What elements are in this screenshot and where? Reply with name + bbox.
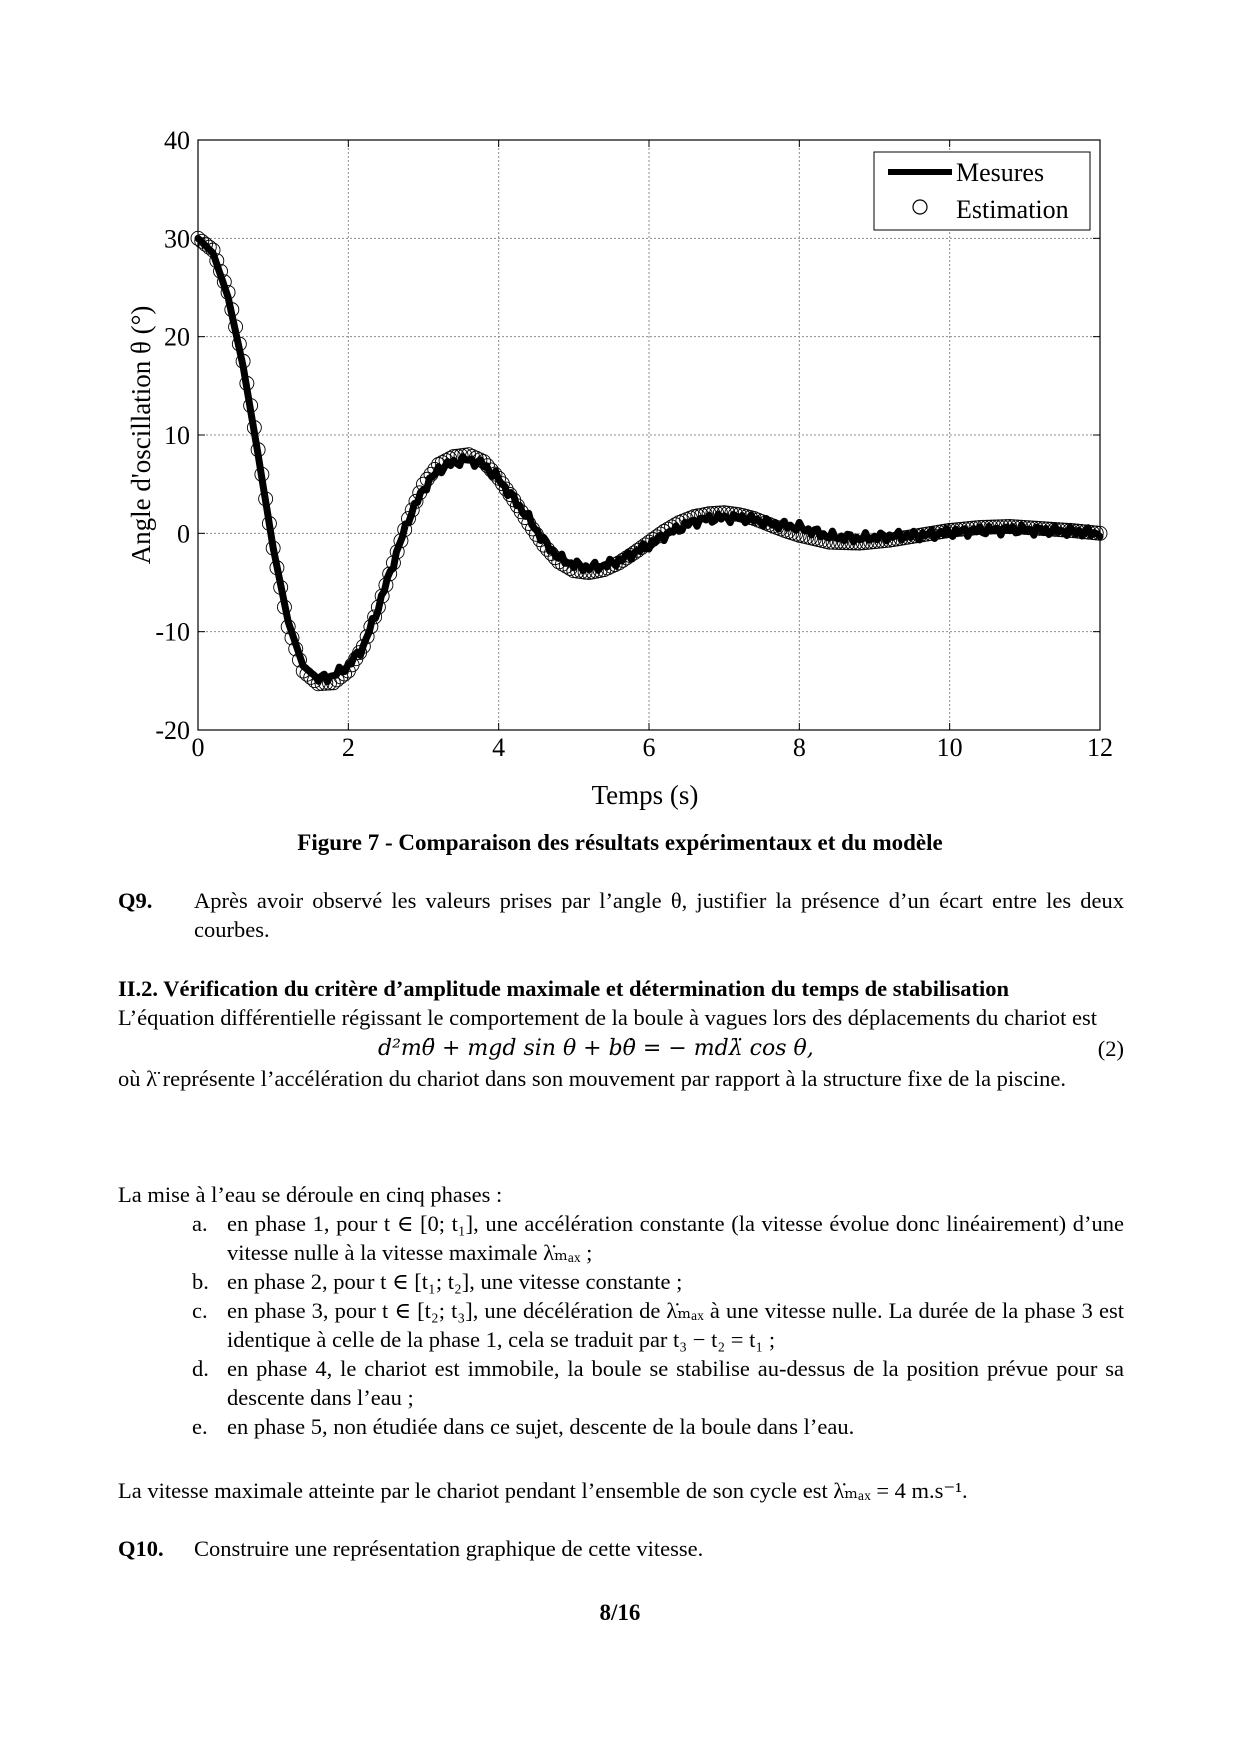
question-text: Après avoir observé les valeurs prises par l’angle θ, justifier la présence d’un écart entre les deux courbes.	[194, 888, 1124, 942]
x-tick-label: 4	[492, 733, 506, 762]
y-tick-label: 40	[164, 126, 190, 155]
equation-number: (2)	[1097, 1036, 1124, 1061]
y-tick-label: -20	[155, 716, 190, 745]
question-label: Q9.	[118, 888, 153, 913]
phase-letter: c.	[192, 1298, 208, 1323]
x-tick-label: 2	[341, 733, 355, 762]
legend-estimation-label: Estimation	[956, 195, 1069, 224]
phases-block	[118, 1180, 1124, 1441]
phase-text: en phase 4, le chariot est immobile, la boule se stabilise au-dessus de la position prévue pour sa descente dans l’eau ;	[227, 1356, 1124, 1410]
question-text: Construire une représentation graphique de cette vitesse.	[194, 1536, 704, 1561]
section-after-text: où λ̈ représente l’accélération du chariot dans son mouvement par rapport à la structure fixe de la piscine.	[118, 1066, 1067, 1091]
phase-text: en phase 5, non étudiée dans ce sujet, descente de la boule dans l’eau.	[227, 1414, 855, 1439]
phase-item	[192, 1354, 1124, 1412]
x-axis-label: Temps (s)	[591, 780, 699, 810]
legend-mesures-label: Mesures	[956, 158, 1045, 187]
phase-item	[192, 1209, 1124, 1267]
legend	[874, 152, 1090, 230]
phase-letter: b.	[192, 1269, 209, 1294]
phase-letter: a.	[192, 1211, 208, 1236]
x-tick-label: 10	[936, 733, 963, 762]
page-number: 8/16	[599, 1600, 641, 1625]
phase-list	[192, 1209, 1124, 1441]
y-tick-label: 20	[164, 322, 190, 352]
phase-letter: d.	[192, 1356, 209, 1381]
question-label: Q10.	[118, 1536, 164, 1561]
phase-text: en phase 1, pour t ∈ [0; t₁], une accélération constante (la vitesse évolue donc linéairement) d’une vitesse nulle à la vitesse maximale λ̇ₘₐₓ ;	[227, 1211, 1124, 1265]
section-intro: L’équation différentielle régissant le comportement de la boule à vagues lors des déplacements du chariot est	[118, 1005, 1098, 1030]
figure-caption: Figure 7 - Comparaison des résultats expérimentaux et du modèle	[297, 830, 943, 855]
y-tick-label: 0	[177, 519, 190, 549]
phase-item	[192, 1412, 1124, 1441]
equation-body: d²mθ̈ + mgd sin θ + bθ̇ = − mdλ̈ cos θ,	[378, 1036, 814, 1061]
chart-svg	[0, 0, 1240, 820]
phase-text: en phase 2, pour t ∈ [t₁; t₂], une vitesse constante ;	[227, 1269, 683, 1294]
question-10	[118, 1534, 1124, 1563]
y-tick-label: 30	[164, 224, 190, 254]
vmax-statement: La vitesse maximale atteinte par le chariot pendant l’ensemble de son cycle est λ̇ₘₐₓ = 4 m.s⁻¹.	[118, 1478, 968, 1503]
x-tick-label: 12	[1087, 733, 1113, 762]
x-tick-label: 0	[191, 733, 205, 762]
section-ii2	[118, 974, 1124, 1093]
phase-text: en phase 3, pour t ∈ [t₂; t₃], une décélération de λ̇ₘₐₓ à une vitesse nulle. La durée de la phase 3 est identique à celle de la phase 1, cela se traduit par t₃ − t₂ = t₁ ;	[227, 1298, 1124, 1352]
phase-item	[192, 1267, 1124, 1296]
phase-item	[192, 1296, 1124, 1354]
question-9	[118, 886, 1124, 944]
phases-intro: La mise à l’eau se déroule en cinq phases :	[118, 1182, 503, 1207]
y-axis-label: Angle d'oscillation θ (°)	[126, 305, 156, 565]
x-tick-label: 8	[792, 733, 806, 762]
y-tick-label: 10	[164, 421, 190, 450]
y-tick-label: -10	[155, 617, 190, 647]
section-title: II.2. Vérification du critère d’amplitude maximale et détermination du temps de stabilisation	[118, 976, 1009, 1001]
equation-2	[118, 1032, 1124, 1064]
figure-7-chart	[0, 0, 1240, 820]
x-tick-label: 6	[642, 733, 656, 762]
phase-letter: e.	[192, 1414, 208, 1439]
